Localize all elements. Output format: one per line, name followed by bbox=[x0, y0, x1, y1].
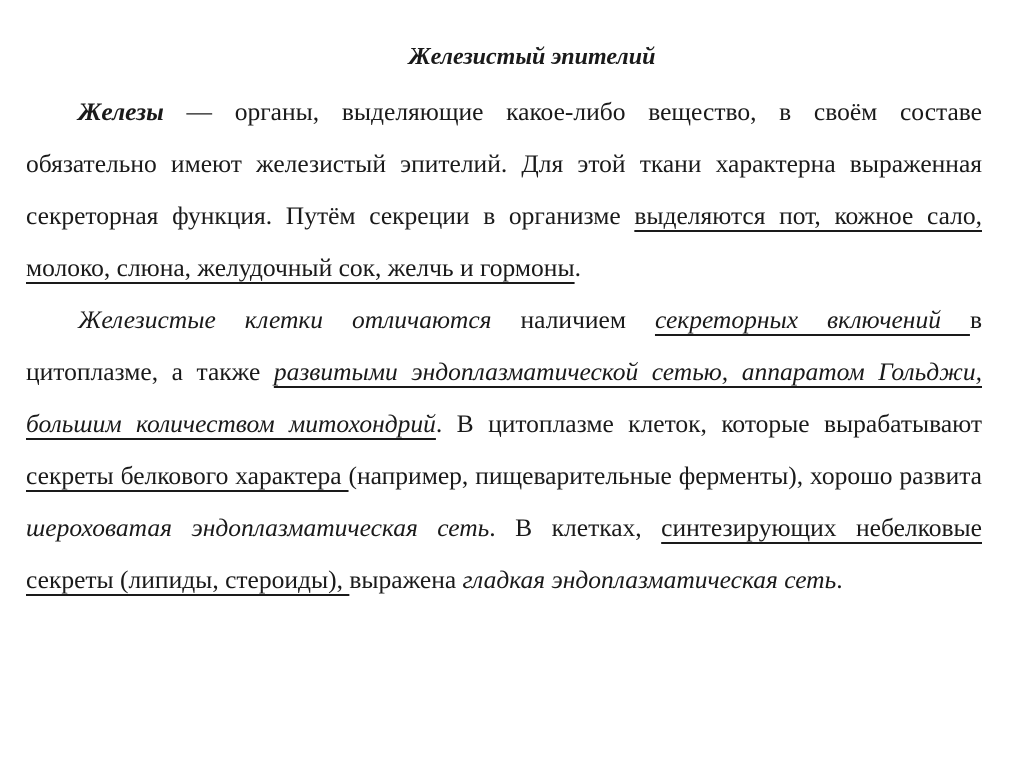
smooth-er: гладкая эндоплазматическая сеть bbox=[462, 565, 837, 594]
text-span: . В цитоплазме клеток, которые вырабатывают bbox=[435, 409, 982, 438]
text-span: . В клетках, bbox=[489, 513, 662, 542]
text-span: наличием bbox=[491, 305, 655, 334]
non-protein-secretions: синтезирующих небелковые секреты (липиды, стероиды), bbox=[26, 513, 982, 594]
rough-er: шероховатая эндоплазматическая сеть bbox=[26, 513, 490, 542]
organelles-phrase: развитыми эндоплазматической сетью, аппаратом Гольджи, большим количеством митохондрий bbox=[26, 357, 982, 438]
text-span: (например, пищеварительные ферменты), хорошо развита bbox=[348, 461, 982, 490]
secretions-list: выделяются пот, кожное сало, молоко, слюна, желудочный сок, желчь и гормоны bbox=[26, 201, 982, 282]
text-span: выражена bbox=[349, 565, 463, 594]
protein-secretions: секреты белкового характера bbox=[26, 461, 349, 490]
period: . bbox=[836, 565, 843, 594]
paragraph-glandular-cells bbox=[26, 294, 982, 606]
paragraph-glands bbox=[26, 86, 982, 294]
text-span: в цитоплазме, а также bbox=[26, 305, 982, 386]
slide-body bbox=[26, 86, 982, 606]
glands-definition: — органы, выделяющие какое-либо вещество, в своём составе обязательно имеют железистый эпителий. Для этой ткани характерна выраженная секреторная функция. Путём секреции в организме bbox=[26, 97, 982, 230]
term-glands: Железы bbox=[78, 97, 164, 126]
slide-title: Железистый эпителий bbox=[408, 44, 656, 70]
glandular-cells-phrase: Железистые клетки отличаются bbox=[78, 305, 492, 334]
period: . bbox=[574, 253, 581, 282]
secretory-inclusions: секреторных включений bbox=[654, 305, 970, 334]
